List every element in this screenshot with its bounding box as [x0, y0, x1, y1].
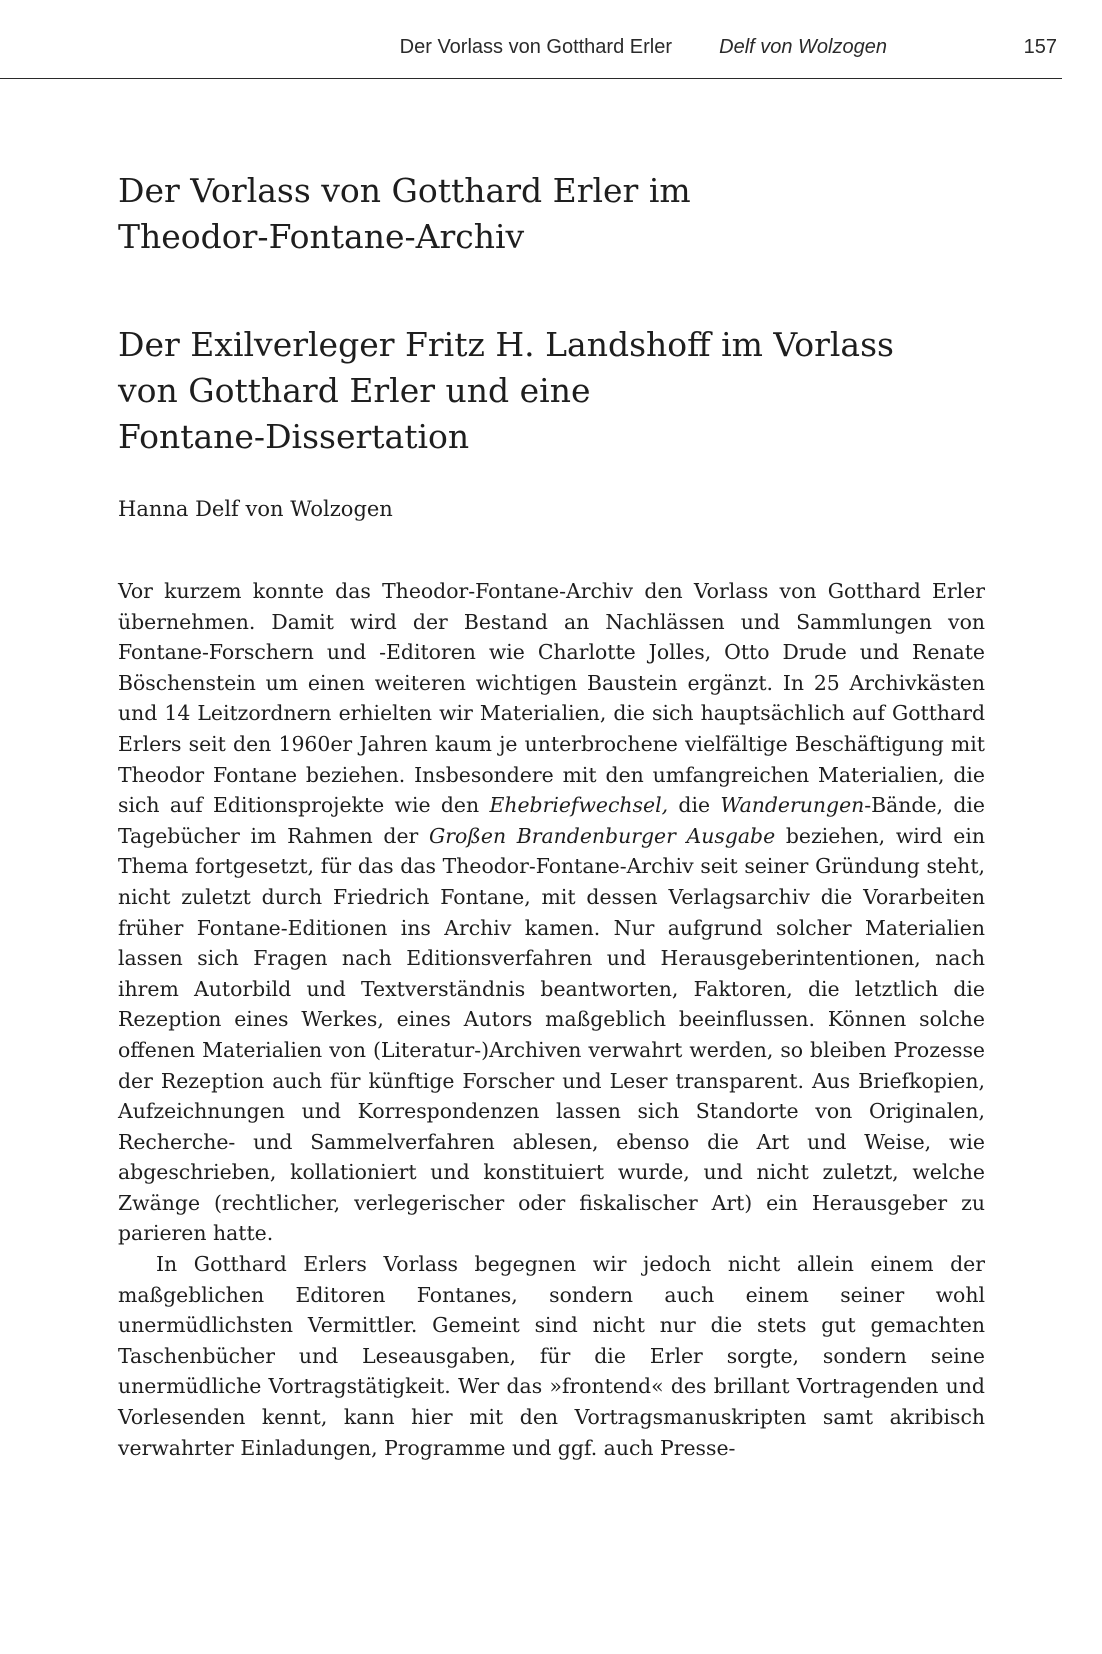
article-subtitle-line: Fontane-Dissertation [118, 417, 470, 456]
article-subtitle-line: Der Exilverleger Fritz H. Landshoff im Vorlass [118, 325, 894, 364]
article [118, 168, 985, 1463]
paragraph-text: beziehen, wird ein Thema fortgesetzt, für das das Theodor-Fontane-Archiv seit seiner Gründung steht, nicht zuletzt durch Friedrich Fontane, mit dessen Verlagsarchiv die Vorarbeiten früher Fontane-Editionen ins Archiv kamen. Nur aufgrund solcher Materialien lassen sich Fragen nach Editionsverfahren und Herausgeberintentionen, nach ihrem Autorbild und Textverständnis beantworten, Faktoren, die letztlich die Rezeption eines Werkes, eines Autors maßgeblich beeinflussen. Können solche offenen Materialien von (Literatur-)Archiven verwahrt werden, so bleiben Prozesse der Rezeption auch für künftige Forscher und Leser transparent. Aus Briefkopien, Aufzeichnungen und Korrespondenzen lassen sich Standorte von Originalen, Recherche- und Sammelverfahren ablesen, ebenso die Art und Weise, wie abgeschrieben, kollationiert und konstituiert wurde, und nicht zuletzt, welche Zwänge (rechtlicher, verlegerischer oder fiskalischer Art) ein Herausgeber zu parieren hatte. [118, 823, 985, 1246]
paragraph [118, 1249, 985, 1463]
author-name: Hanna Delf von Wolzogen [118, 497, 393, 521]
article-subtitle [118, 322, 985, 460]
article-title-line: Der Vorlass von Gotthard Erler im [118, 171, 691, 210]
paragraph-text: die [668, 793, 721, 818]
paragraph-text: -Bände, die Tagebücher im Rahmen der [118, 793, 986, 848]
paragraph-text: In Gotthard Erlers Vorlass begegnen wir jedoch nicht allein einem der maßgeblichen Editoren Fontanes, sondern auch einem seiner wohl unermüdlichsten Vermittler. Gemeint sind nicht nur die stets gut gemachten Taschenbücher und Leseausgaben, für die Erler sorgte, sondern seine unermüdliche Vortragstätigkeit. Wer das »frontend« des brillant Vortragenden und Vorlesenden kennt, kann hier mit den Vortragsmanuskripten samt akribisch verwahrter Einladungen, Programme und ggf. auch Presse- [118, 1252, 985, 1460]
paragraph-text: Vor kurzem konnte das Theodor-Fontane-Archiv den Vorlass von Gotthard Erler übernehmen. Damit wird der Bestand an Nachlässen und Sammlungen von Fontane-Forschern und -Editoren wie Charlotte Jolles, Otto Drude und Renate Böschenstein um einen weiteren wichtigen Baustein ergänzt. In 25 Archivkästen und 14 Leitzordnern erhielten wir Materialien, die sich hauptsächlich auf Gotthard Erlers seit den 1960er Jahren kaum je unterbrochene vielfältige Beschäftigung mit Theodor Fontane beziehen. Insbesondere mit den umfangreichen Materialien, die sich auf Editionsprojekte wie den [118, 579, 985, 818]
body-text [118, 576, 985, 1463]
article-title-line: Theodor-Fontane-Archiv [118, 217, 525, 256]
paragraph [118, 576, 985, 1249]
italic-title: Wanderungen [720, 793, 865, 818]
running-head-title: Der Vorlass von Gotthard Erler [399, 36, 672, 58]
italic-title: Ehebriefwechsel, [489, 793, 669, 818]
italic-title: Großen Brandenburger Ausgabe [428, 823, 776, 848]
running-head [0, 0, 1062, 79]
article-subtitle-line: von Gotthard Erler und eine [118, 371, 591, 410]
page-number: 157 [1023, 36, 1057, 58]
running-head-author: Delf von Wolzogen [719, 36, 887, 58]
article-title [118, 168, 985, 260]
